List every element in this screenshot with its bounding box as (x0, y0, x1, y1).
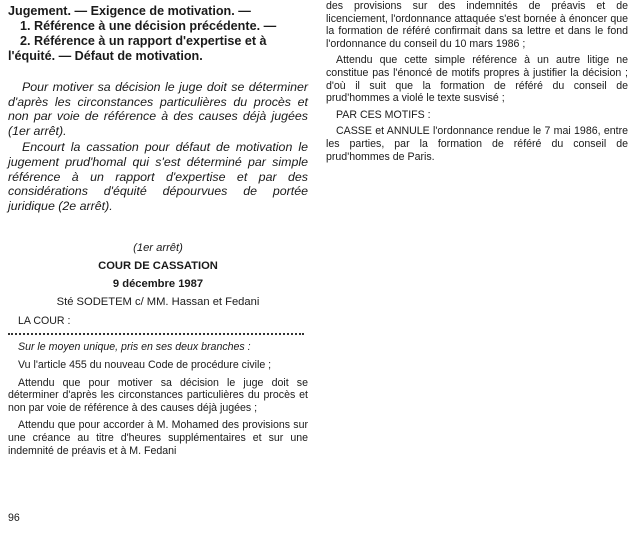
parties: Sté SODETEM c/ MM. Hassan et Fedani (56, 296, 260, 309)
right-body-text (326, 0, 628, 163)
court-name: COUR DE CASSATION (98, 260, 218, 273)
page-number: 96 (8, 512, 20, 524)
headnote-line: 1. Référence à une décision précédente. — (20, 19, 277, 33)
body-paragraph: PAR CES MOTIFS : (336, 108, 431, 121)
body-paragraph: Attendu que pour accorder à M. Mohamed des provisions sur une créance au titre d'heures supplémentaires et sur une indemnité de préavis et à M. Fedani (8, 419, 308, 457)
right-column (326, 0, 628, 163)
body-paragraph: Vu l'article 455 du nouveau Code de procédure civile ; (18, 358, 272, 371)
body-paragraph: Sur le moyen unique, pris en ses deux branches : (18, 341, 251, 354)
headnote (8, 4, 308, 64)
left-column (8, 0, 308, 457)
decision-number: (1er arrêt) (133, 242, 183, 255)
summary-paragraph: Pour motiver sa décision le juge doit se déterminer d'après les circonstances particulières du procès et non par voie de référence à des causes déjà jugées (1er arrêt). (8, 80, 308, 138)
headnote-line: Jugement. — Exigence de motivation. — (8, 4, 251, 18)
la-cour-heading: LA COUR : (18, 315, 71, 328)
headnote-line: l'équité. — Défaut de motivation. (8, 49, 203, 63)
body-paragraph: CASSE et ANNULE l'ordonnance rendue le 7 mai 1986, entre les parties, par la formation de référé du conseil de prud'hommes de Paris. (326, 125, 628, 163)
decision-date: 9 décembre 1987 (112, 278, 204, 291)
summary (8, 80, 308, 213)
body-paragraph: des provisions sur des indemnités de préavis et de licenciement, l'ordonnance attaquée s'est bornée à énoncer que la formation de référé confirmait dans sa lettre et dans le fond l'ordonnance du conseil du 10 mars 1986 ; (326, 0, 628, 50)
dotted-separator (8, 333, 304, 335)
body-paragraph: Attendu que cette simple référence à un autre litige ne constitue pas l'énoncé de motifs propres à justifier la décision ; d'où il suit que la formation de référé du conseil de prud'hommes a violé le texte susvisé ; (326, 54, 628, 105)
body-paragraph: Attendu que pour motiver sa décision le juge doit se déterminer d'après les circonstances particulières du procès et non par voie de référence à des causes déjà jugées ; (8, 376, 308, 414)
left-body-text (8, 341, 308, 457)
headnote-line: 2. Référence à un rapport d'expertise et à (20, 34, 267, 48)
summary-paragraph: Encourt la cassation pour défaut de motivation le jugement prud'homal qui s'est déterminé par simple référence à un rapport d'expertise et par des considérations d'équité dépourvues de portée juridique (2e arrêt). (8, 140, 308, 213)
